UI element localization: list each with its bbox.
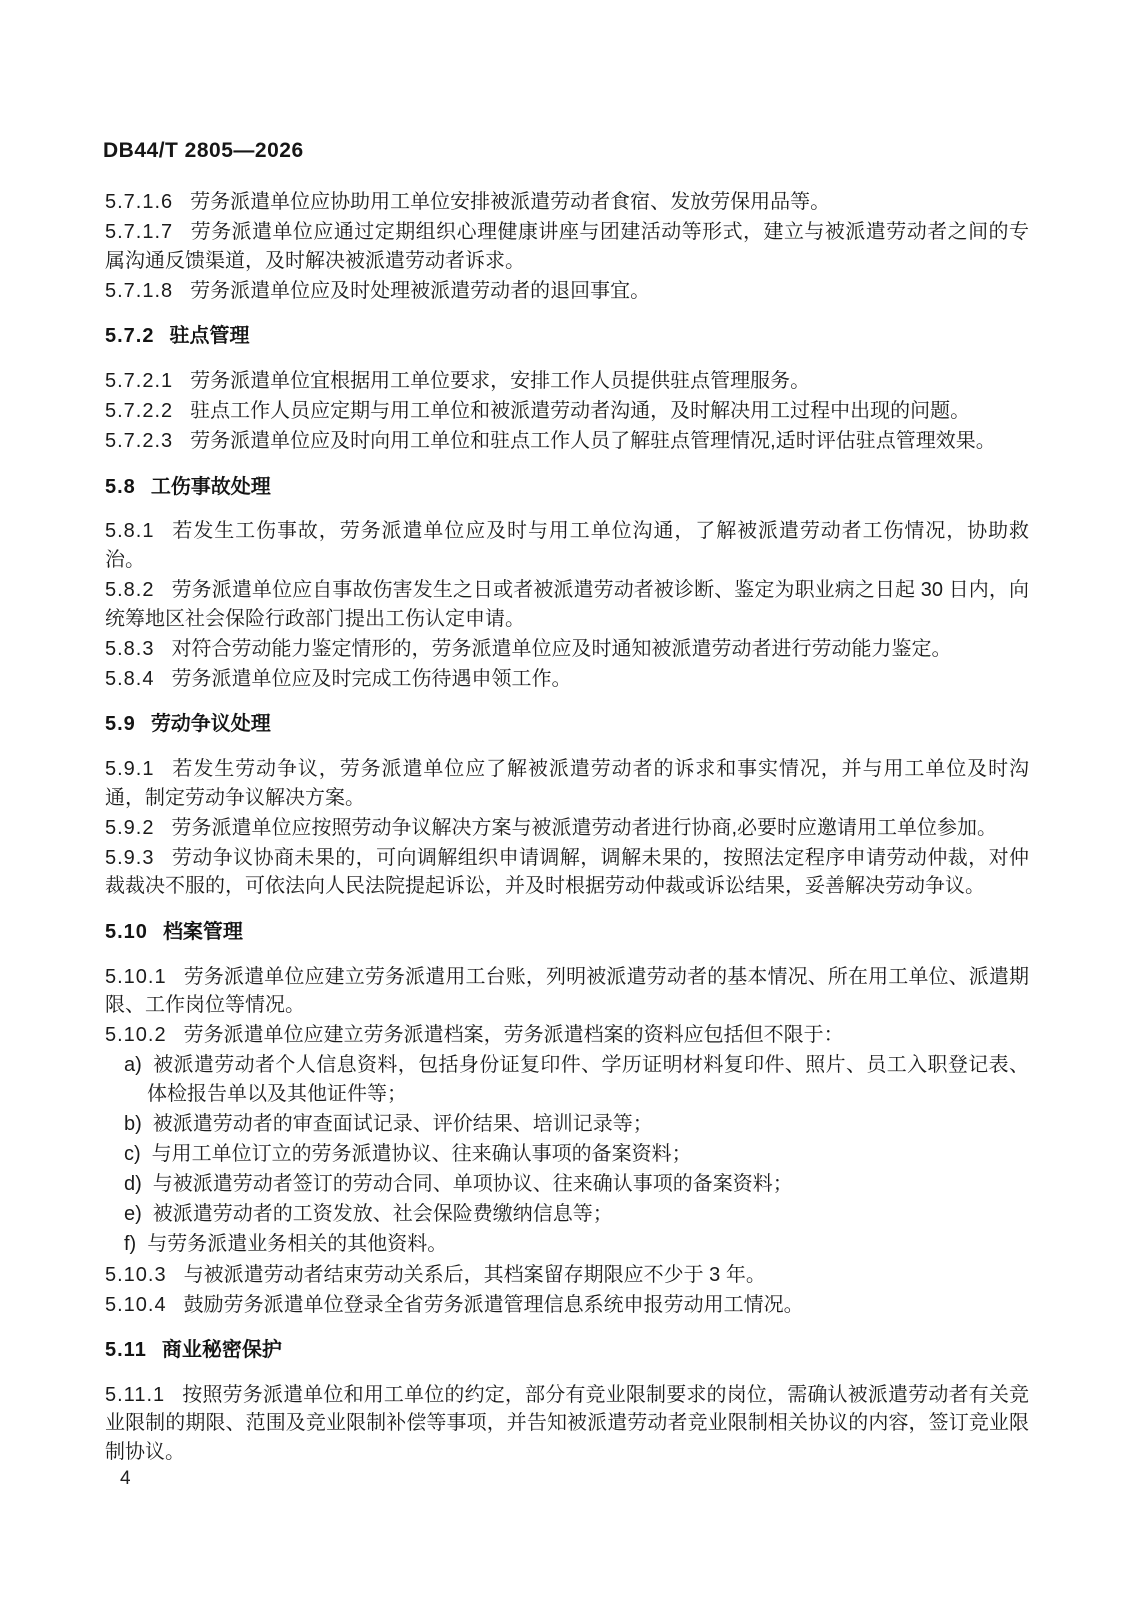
clause-number: 5.8.1 [105,520,155,543]
list-text: 被派遣劳动者个人信息资料，包括身份证复印件、学历证明材料复印件、照片、员工入职登记表、体检报告单以及其他证件等； [147,1054,1029,1105]
clause-5.8.2 [105,576,1029,633]
section-title: 劳动争议处理 [150,713,271,736]
clause-text: 驻点工作人员应定期与用工单位和被派遣劳动者沟通，及时解决用工过程中出现的问题。 [190,400,971,423]
standard-code-header: DB44/T 2805—2026 [103,139,304,162]
section-title: 驻点管理 [169,325,250,348]
clause-number: 5.9.1 [105,758,155,780]
clause-text: 劳务派遣单位应及时处理被派遣劳动者的退回事宜。 [190,279,651,302]
section-heading-5.7.2 [105,322,1029,351]
clause-number: 5.11.1 [105,1383,166,1406]
clause-number: 5.8.4 [105,667,155,690]
list-label: d) [124,1173,142,1196]
list-text: 被派遣劳动者的审查面试记录、评价结果、培训记录等； [152,1113,653,1136]
clause-5.8.3 [105,635,1029,664]
clause-number: 5.7.1.7 [105,221,174,244]
section-heading-5.8 [105,473,1029,502]
clause-5.7.2.3 [105,427,1029,456]
clause-text: 劳务派遣单位应建立劳务派遣用工台账，列明被派遣劳动者的基本情况、所在用工单位、派遣期限、工作岗位等情况。 [105,965,1029,1017]
clause-number: 5.9.2 [105,816,155,839]
clause-5.7.1.8 [105,277,1029,306]
clause-number: 5.9.3 [105,846,155,869]
clause-5.10.4 [105,1291,1029,1320]
section-number: 5.7.2 [105,325,155,348]
list-label: e) [124,1203,142,1226]
list-label: b) [124,1113,142,1136]
section-number: 5.9 [105,713,136,736]
clause-number: 5.10.2 [105,1024,167,1047]
clause-text: 劳务派遣单位宜根据用工单位要求，安排工作人员提供驻点管理服务。 [190,369,811,392]
list-item-a [105,1051,1029,1108]
list-label: f) [124,1233,137,1256]
clause-5.9.1 [105,755,1029,812]
clause-5.10.3 [105,1261,1029,1290]
clause-5.8.1 [105,517,1029,574]
list-item-f [105,1230,1029,1259]
clause-number: 5.7.1.6 [105,191,174,213]
list-text: 与被派遣劳动者签订的劳动合同、单项协议、往来确认事项的备案资料； [152,1173,793,1196]
clause-number: 5.10.1 [105,965,167,988]
clause-5.7.2.1 [105,367,1029,396]
clause-text: 劳务派遣单位应按照劳动争议解决方案与被派遣劳动者进行协商,必要时应邀请用工单位参加。 [171,816,998,839]
clause-text: 劳务派遣单位应建立劳务派遣档案，劳务派遣档案的资料应包括但不限于： [183,1024,844,1047]
clause-text: 劳务派遣单位应协助用工单位安排被派遣劳动者食宿、发放劳保用品等。 [190,191,831,213]
section-heading-5.9 [105,710,1029,739]
clause-5.7.1.7 [105,218,1029,275]
clause-number: 5.7.2.2 [105,400,174,423]
clause-text: 按照劳务派遣单位和用工单位的约定，部分有竞业限制要求的岗位，需确认被派遣劳动者有关竞业限制的期限、范围及竞业限制补偿等事项，并告知被派遣劳动者竞业限制相关协议的内容，签订竞业限制协议。 [105,1383,1029,1463]
clause-text: 若发生工伤事故，劳务派遣单位应及时与用工单位沟通，了解被派遣劳动者工伤情况，协助救治。 [105,520,1029,571]
section-title: 工伤事故处理 [150,475,271,498]
section-title: 档案管理 [162,920,243,943]
clause-text: 对符合劳动能力鉴定情形的，劳务派遣单位应及时通知被派遣劳动者进行劳动能力鉴定。 [171,637,952,660]
list-item-d [105,1170,1029,1199]
clause-text: 劳务派遣单位应及时向用工单位和驻点工作人员了解驻点管理情况,适时评估驻点管理效果。 [190,430,996,453]
clause-5.8.4 [105,665,1029,694]
clause-text: 劳务派遣单位应及时完成工伤待遇申领工作。 [171,667,572,690]
list-item-b [105,1110,1029,1139]
clause-5.9.3 [105,844,1029,901]
list-item-e [105,1200,1029,1229]
clause-text: 鼓励劳务派遣单位登录全省劳务派遣管理信息系统申报劳动用工情况。 [183,1293,804,1316]
clause-number: 5.8.2 [105,579,155,602]
list-text: 与劳务派遣业务相关的其他资料。 [147,1233,448,1256]
clause-number: 5.8.3 [105,637,155,660]
document-body [105,188,1029,1468]
page-number: 4 [120,1468,131,1489]
clause-5.9.2 [105,814,1029,843]
section-number: 5.11 [105,1339,147,1362]
clause-text: 劳动争议协商未果的，可向调解组织申请调解，调解未果的，按照法定程序申请劳动仲裁，对仲裁裁决不服的，可依法向人民法院提起诉讼，并及时根据劳动仲裁或诉讼结果，妥善解决劳动争议。 [105,846,1029,898]
section-title: 商业秘密保护 [161,1339,282,1362]
section-heading-5.10 [105,918,1029,947]
list-item-c [105,1140,1029,1169]
clause-5.10.2 [105,1021,1029,1050]
list-label: c) [124,1143,141,1166]
clause-number: 5.10.3 [105,1263,167,1286]
clause-number: 5.7.2.1 [105,369,174,392]
clause-number: 5.7.2.3 [105,430,174,453]
clause-number: 5.7.1.8 [105,279,174,302]
clause-5.10.1 [105,963,1029,1020]
clause-number: 5.10.4 [105,1293,167,1316]
list-text: 被派遣劳动者的工资发放、社会保险费缴纳信息等； [152,1203,613,1226]
clause-text: 劳务派遣单位应通过定期组织心理健康讲座与团建活动等形式，建立与被派遣劳动者之间的专属沟通反馈渠道，及时解决被派遣劳动者诉求。 [105,221,1029,272]
clause-text: 与被派遣劳动者结束劳动关系后，其档案留存期限应不少于 3 年。 [183,1263,766,1286]
list-label: a) [124,1054,142,1077]
section-number: 5.10 [105,920,148,943]
clause-text: 劳务派遣单位应自事故伤害发生之日或者被派遣劳动者被诊断、鉴定为职业病之日起 30 日内，向统筹地区社会保险行政部门提出工伤认定申请。 [105,579,1029,630]
clause-5.7.2.2 [105,397,1029,426]
clause-5.7.1.6 [105,188,1029,217]
section-number: 5.8 [105,475,136,498]
clause-5.11.1 [105,1381,1029,1467]
section-heading-5.11 [105,1336,1029,1365]
clause-text: 若发生劳动争议，劳务派遣单位应了解被派遣劳动者的诉求和事实情况，并与用工单位及时沟通，制定劳动争议解决方案。 [105,758,1029,809]
list-text: 与用工单位订立的劳务派遣协议、往来确认事项的备案资料； [151,1143,692,1166]
